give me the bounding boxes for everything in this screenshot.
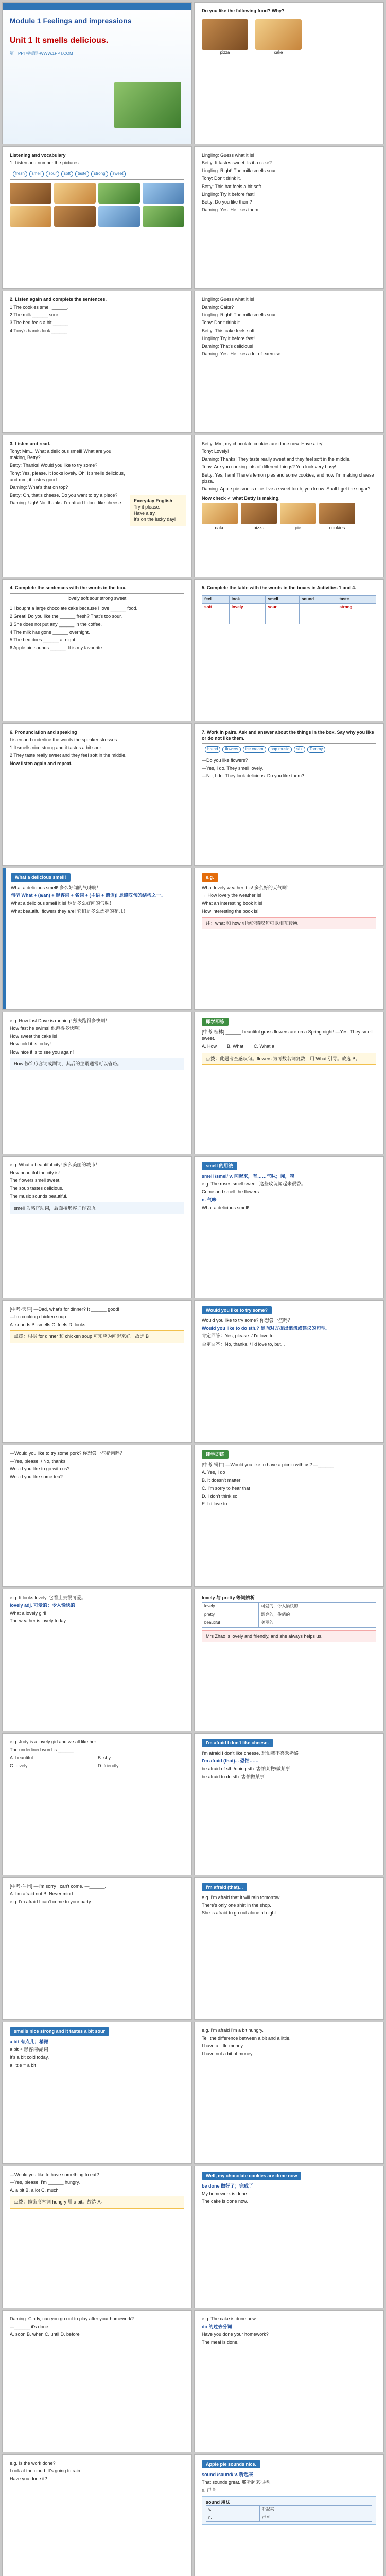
point-line: What a delicious smell! xyxy=(202,1205,250,1210)
slide-practice-5 xyxy=(2,1877,192,2020)
point-line: How fast he swims! 他游得多快啊！ xyxy=(10,1026,84,1031)
point-line: a little = a bit xyxy=(10,2062,36,2068)
point-line: I'm afraid (that)... 恐怕…… xyxy=(202,1758,259,1764)
slide-a-bit-2 xyxy=(194,2022,384,2164)
slide-accent-bar xyxy=(3,868,6,1009)
point-line: Have you done it? xyxy=(10,2476,47,2482)
option-line: A. I'm afraid not B. Never mind xyxy=(10,1891,73,1897)
slide-be-done xyxy=(194,2166,384,2308)
point-line: How beautiful the city is! xyxy=(10,1170,60,1176)
table-cell: v. xyxy=(206,2505,260,2514)
point-line: The flowers smell sweet. xyxy=(10,1178,61,1183)
word: soft xyxy=(61,171,73,177)
table-cell xyxy=(299,603,337,612)
point-line: What lovely weather it is! 多么好的天气啊！ xyxy=(202,885,292,891)
dialogue-line: Lingling: Try it before fast! xyxy=(202,335,255,341)
table-row xyxy=(202,1611,376,1619)
slide-dialogue-1 xyxy=(194,146,384,289)
word: smell xyxy=(29,171,44,177)
slide-listen-read xyxy=(2,435,192,577)
knowledge-tag: What a delicious smell! xyxy=(11,873,71,882)
table-header: sound xyxy=(299,596,337,604)
point-line: e.g. I'm afraid that it will rain tomorrow. xyxy=(202,1895,281,1901)
slide-listening xyxy=(2,146,192,289)
exercise-line: 4 Tony's hands look ______. xyxy=(10,328,68,333)
option-label: pizza xyxy=(253,525,265,531)
knowledge-tag: smells nice strong and it tastes a bit sour xyxy=(10,2027,109,2036)
point-line: I'm afraid I don't like cheese. 恐怕我不喜欢奶酪。 xyxy=(202,1751,303,1756)
pronunciation-heading: 6. Pronunciation and speaking xyxy=(10,730,77,735)
table-title: lovely 与 pretty 等词辨析 xyxy=(202,1595,255,1600)
point-line: e.g. Is the work done? xyxy=(10,2461,56,2466)
option: E. I'd love to xyxy=(202,1501,227,1506)
table-cell: 声音 xyxy=(259,2514,372,2522)
picture-c xyxy=(98,183,140,204)
answer-box: 点拨：修饰形容词 hungry 用 a bit。故选 A。 xyxy=(10,2196,184,2208)
point-line: n. 声音 xyxy=(202,2487,217,2493)
point-line: 句型 What + (a/an) + 形容词 + 名词 + (主语 + 谓语)! 是感叹句的结构之一。 xyxy=(11,893,166,899)
picture-a xyxy=(10,183,51,204)
table-row xyxy=(202,1603,376,1611)
practice-tag: 即学即练 xyxy=(202,1018,229,1026)
table-row xyxy=(206,2514,372,2522)
table-header: taste xyxy=(337,596,376,604)
exercise-heading: 4. Complete the sentences with the words in the box. xyxy=(10,585,127,590)
slide-lovely xyxy=(2,1589,192,1731)
table-cell: 美丽的 xyxy=(259,1619,376,1627)
point-line: —Yes, please. / No, thanks. xyxy=(10,1459,67,1464)
dialogue-line: Tony: Mm... What a delicious smell! What are you making, Betty? xyxy=(10,449,112,461)
point-line: She is afraid to go out alone at night. xyxy=(202,1910,277,1916)
sound-table xyxy=(206,2505,372,2522)
point-line: What a lovely girl! xyxy=(10,1611,47,1616)
dialogue-line: Daming: Apple pie smells nice. I've a sweet tooth, you know. Shall I get the sugar? xyxy=(202,486,371,492)
answer-box: 点拨：此题考查感叹句。flowers 为可数名词复数，用 What 引导。故选 B。 xyxy=(202,1053,376,1065)
table-cell xyxy=(266,612,300,624)
table-cell: n. xyxy=(206,2514,260,2522)
pronunciation-sub: Listen and underline the words the speaker stresses. xyxy=(10,737,118,743)
point-line: How sweet the cake is! xyxy=(10,1033,58,1039)
point-line: 否定回答：No, thanks. / I'd love to, but... xyxy=(202,1341,285,1347)
word-box xyxy=(202,743,376,755)
table-cell: strong xyxy=(337,603,376,612)
slide-practice-3 xyxy=(194,1445,384,1587)
question-text: [中考·铜仁] —Would you like to have a picnic with us? —______. xyxy=(202,1462,335,1468)
dialogue-line: Tony: Are you cooking lots of different things? You look very busy! xyxy=(202,464,336,470)
slide-betty-cooking xyxy=(194,435,384,577)
table-cell: 漂亮的，俊俏的 xyxy=(259,1611,376,1619)
dialogue-line: Tony: Don't drink it. xyxy=(202,176,241,181)
box-item: It's on the lucky day! xyxy=(134,517,176,522)
dialogue-line: Betty: It tastes sweet. Is it a cake? xyxy=(202,160,272,166)
table-header: look xyxy=(229,596,266,604)
senses-table xyxy=(202,595,376,624)
note-box: Mrs Zhao is lovely and friendly, and she always helps us. xyxy=(202,1630,376,1642)
point-line: e.g. I'm afraid I can't come to your party. xyxy=(10,1899,92,1905)
option: C. lovely xyxy=(10,1763,28,1769)
picture-f xyxy=(54,206,96,227)
slide-complete-sentences xyxy=(2,291,192,433)
dialogue-line: Betty: This cake feels soft. xyxy=(202,328,256,333)
table-cell: lovely xyxy=(229,603,266,612)
word: Tommy xyxy=(307,746,326,753)
dialogue-line: Tony: Don't drink it. xyxy=(202,320,241,326)
note-box: smell 为感官动词，后面接形容词作表语。 xyxy=(10,1202,184,1214)
table-cell xyxy=(299,612,337,624)
word: strong xyxy=(91,171,108,177)
picture-e xyxy=(10,206,51,227)
listen-read-heading: 3. Listen and read. xyxy=(10,441,51,446)
option-pizza-image xyxy=(241,503,277,524)
slide-smell xyxy=(194,1156,384,1298)
dialogue-line: Lingling: Right! The milk smells sour. xyxy=(202,312,277,318)
option: C. I'm sorry to hear that xyxy=(202,1485,250,1491)
point-line: The music sounds beautiful. xyxy=(10,1193,68,1199)
option-line: A. sounds B. smells C. feels D. looks xyxy=(10,1322,86,1328)
slide-practice-6 xyxy=(2,2166,192,2308)
slide-done-3 xyxy=(2,2454,192,2576)
option: D. I don't think so xyxy=(202,1493,238,1499)
box-item: Try it please. xyxy=(134,504,161,510)
word: sweet xyxy=(110,171,126,177)
dialogue-line: Daming: Ugh! No, thanks. I'm afraid I don't like cheese. xyxy=(10,500,123,506)
point-line: What a delicious smell it is! 这是多么好闻的气味！ xyxy=(11,901,114,906)
exercise-line: 5 The bed does ______ at night. xyxy=(10,637,77,642)
question-text: e.g. Judy is a lovely girl and we all like her. xyxy=(10,1739,97,1744)
option: A. beautiful xyxy=(10,1755,33,1761)
exercise-line: 2 The milk ______ sour. xyxy=(10,312,59,318)
exercise-heading: 2. Listen again and complete the sentences. xyxy=(10,297,107,302)
point-line: Tell the difference between a bit and a little. xyxy=(202,2036,291,2041)
slide-point-5 xyxy=(2,1445,192,1587)
point-line: a bit 有点儿；稍微 xyxy=(10,2039,49,2045)
point-line: The cake is done now. xyxy=(202,2199,248,2205)
point-line: Would you like to try some? 你想尝一些吗？ xyxy=(202,1318,292,1324)
point-line: Would you like to go with us? xyxy=(10,1466,70,1472)
word: silk xyxy=(294,746,305,753)
slide-complete-table xyxy=(194,579,384,721)
question-text: —Yes, please. I'm ______ hungry. xyxy=(10,2180,80,2185)
slide-practice-4 xyxy=(2,1733,192,1875)
question-text: —I'm cooking chicken soup. xyxy=(10,1314,67,1320)
option: B. It doesn't matter xyxy=(202,1478,241,1483)
sound-box xyxy=(202,2496,376,2526)
pizza-image xyxy=(202,19,248,50)
cover-slide xyxy=(2,2,192,144)
knowledge-tag: Would you like to try some? xyxy=(202,1306,272,1314)
table-cell: sour xyxy=(266,603,300,612)
dialogue-line: Betty: Oh, that's cheese. Do you want to try a piece? xyxy=(10,492,118,498)
note-box: How 修饰形容词或副词，其后的主谓通常可以省略。 xyxy=(10,1058,184,1070)
dialogue-line: Lingling: Try it before fast! xyxy=(202,191,255,197)
dialogue-line: Lingling: Guess what it is! xyxy=(202,297,255,302)
knowledge-tag: I'm afraid I don't like cheese. xyxy=(202,1739,273,1747)
pronunciation-line: 2 They taste really sweet and they feel soft in the middle. xyxy=(10,753,127,758)
slide-pronunciation xyxy=(2,723,192,866)
point-line: What an interesting book it is! xyxy=(202,901,263,906)
knowledge-tag: I'm afraid (that)... xyxy=(202,1883,247,1891)
point-line: I have not a bit of money. xyxy=(202,2051,254,2057)
knowledge-tag: Apple pie sounds nice. xyxy=(202,2460,260,2468)
pizza-label: pizza xyxy=(220,50,230,55)
option: B. What xyxy=(227,1044,244,1049)
slide-practice-1 xyxy=(194,1012,384,1154)
slide-point-2 xyxy=(194,868,384,1010)
dialogue-line: Daming: Cake? xyxy=(202,304,234,310)
answer-box: 点拨：根据 for dinner 和 chicken soup 可知应为闻起来好。故选 B。 xyxy=(10,1330,184,1343)
dialogue-line: Daming: Yes. He likes a lot of exercise. xyxy=(202,351,282,357)
point-line: e.g. The cake is done now. xyxy=(202,2316,257,2321)
word: bread xyxy=(205,746,220,753)
point-line: e.g. I'm afraid I'm a bit hungry. xyxy=(202,2028,264,2033)
slide-afraid xyxy=(194,1733,384,1875)
option: A. Yes, I do xyxy=(202,1470,225,1476)
exercise-line: 1 I bought a large chocolate cake because I love ______ food. xyxy=(10,606,138,612)
point-line: Would you like to do sth.? 是向对方提出邀请或建议的句型。 xyxy=(202,1326,330,1331)
listening-heading: Listening and vocabulary xyxy=(10,152,66,158)
slide-practice-2 xyxy=(2,1300,192,1443)
knowledge-tag: Well, my chocolate cookies are done now xyxy=(202,2172,301,2180)
slide-point-4 xyxy=(2,1156,192,1298)
example-line: —Do you like flowers? xyxy=(202,758,248,764)
dialogue-line: Daming: Thanks! They taste really sweet and they feel soft in the middle. xyxy=(202,456,351,462)
option-cake-image xyxy=(202,503,238,524)
slide-pair-work xyxy=(194,723,384,866)
dialogue-line: Betty: Thanks! Would you like to try some? xyxy=(10,463,98,468)
slide-practice-7 xyxy=(2,2310,192,2452)
module-title: Module 1 Feelings and impressions xyxy=(10,16,132,25)
word: ice cream xyxy=(243,746,266,753)
option-label: pie xyxy=(294,525,301,531)
exercise-line: 1 The cookies smell ______. xyxy=(10,304,69,310)
cake-label: cake xyxy=(274,50,283,55)
dialogue-line: Tony: Lovely! xyxy=(202,449,229,454)
cover-image xyxy=(114,82,181,128)
word: sour xyxy=(46,171,59,177)
exercise-line: 6 Apple pie sounds ______. It is my favourite. xyxy=(10,645,103,650)
slide-afraid-2 xyxy=(194,1877,384,2020)
note-box: 注：what 和 how 引导的感叹句可以相互转换。 xyxy=(202,917,376,929)
dialogue-line: Betty: Mm, my chocolate cookies are done now. Have a try! xyxy=(202,441,324,446)
question-text: —Would you like to have something to eat? xyxy=(10,2172,99,2177)
table-row xyxy=(202,603,376,612)
dialogue-line: Daming: Yes. He likes them. xyxy=(202,207,260,212)
picture-g xyxy=(98,206,140,227)
table-cell: lovely xyxy=(202,1603,259,1611)
point-line: How cold it is today! xyxy=(10,1041,51,1047)
point-line: How interesting the book is! xyxy=(202,908,259,914)
point-line: a bit + 形容词/副词 xyxy=(10,2047,48,2053)
table-cell: pretty xyxy=(202,1611,259,1619)
point-line: How nice it is to see you again! xyxy=(10,1049,74,1055)
table-cell: beautiful xyxy=(202,1619,259,1627)
unit-title: Unit 1 It smells delicious. xyxy=(10,36,109,45)
box-item: Have a try. xyxy=(134,511,156,516)
option-line: A. a bit B. a lot C. much xyxy=(10,2188,59,2193)
exercise-line: 2 Great! Do you like the ______ fresh? That's too sour. xyxy=(10,614,122,619)
example-line: —No, I do. They look delicious. Do you like them? xyxy=(202,773,304,779)
question-text: Do you like the following food? Why? xyxy=(202,8,285,13)
dialogue-line: Betty: Do you like them? xyxy=(202,199,252,205)
exercise-line: 3 The bed feels a bit ______. xyxy=(10,320,70,326)
table-row xyxy=(202,612,376,624)
option: A. How xyxy=(202,1044,217,1049)
practice-tag: 即学即练 xyxy=(202,1450,229,1459)
word: flowers xyxy=(222,746,240,753)
point-line: Come and smell the flowers. xyxy=(202,1189,260,1195)
point-line: Look at the cloud. It's going to rain. xyxy=(10,2468,82,2474)
knowledge-tag: smell 的用法 xyxy=(202,1162,237,1170)
dialogue-line: Tony: Yes, please. It looks lovely. Oh! It smells delicious, and mm, it tastes good. xyxy=(10,470,125,482)
dialogue-line: Lingling: Right! The milk smells sour. xyxy=(202,168,277,174)
point-line: What beautiful flowers they are! 它们是多么漂亮的花儿！ xyxy=(11,908,128,914)
point-line: I have a little money. xyxy=(202,2043,244,2049)
table-header: feel xyxy=(202,596,230,604)
word: taste xyxy=(75,171,89,177)
table-cell: 听起来 xyxy=(259,2505,372,2514)
slide-done-2 xyxy=(194,2310,384,2452)
box-title: Everyday English xyxy=(134,498,173,503)
point-line: 肯定回答：Yes, please. / I'd love to. xyxy=(202,1333,275,1339)
option-label: cake xyxy=(215,525,225,531)
word-box xyxy=(10,168,184,180)
point-line: e.g. What a beautiful city! 多么美丽的城市！ xyxy=(10,1162,100,1167)
example-line: —Yes, I do. They smell lovely. xyxy=(202,766,264,771)
picture-h xyxy=(143,206,184,227)
check-caption: Now check ✓ what Betty is making. xyxy=(202,495,280,501)
point-line: do 的过去分词 xyxy=(202,2324,232,2330)
point-line: That sounds great. 那听起来很棒。 xyxy=(202,2480,274,2485)
dialogue-line: Daming: What's that on top? xyxy=(10,484,68,490)
slide-sound xyxy=(194,2454,384,2576)
point-line: The soup tastes delicious. xyxy=(10,1185,64,1191)
question-text: —______ it's done. xyxy=(10,2324,50,2330)
point-line: It's a bit cold today. xyxy=(10,2055,49,2060)
exercise-line: 4 The milk has gone ______ overnight. xyxy=(10,629,90,635)
slide-word-box-exercise xyxy=(2,579,192,721)
point-line: lovely adj. 可爱的；令人愉快的 xyxy=(10,1603,76,1608)
table-row xyxy=(206,2505,372,2514)
question-text: The underlined word is ______. xyxy=(10,1747,75,1753)
point-line: n. 气味 xyxy=(202,1197,217,1202)
point-line: What a delicious smell! 多么好闻的气味啊！ xyxy=(11,885,101,891)
pair-heading: 7. Work in pairs. Ask and answer about the things in the box. Say why you like or do not like them. xyxy=(202,730,374,741)
example-tag: e.g. xyxy=(202,873,218,882)
slide-lovely-table xyxy=(194,1589,384,1731)
point-line: → How lovely the weather is! xyxy=(202,893,262,899)
table-cell xyxy=(229,612,266,624)
point-line: be done 做好了；完成了 xyxy=(202,2183,254,2189)
pronunciation-line: Now listen again and repeat. xyxy=(10,760,73,766)
point-line: Have you done your homework? xyxy=(202,2332,269,2337)
option: C. What a xyxy=(254,1044,275,1049)
slide-point-3 xyxy=(2,1012,192,1154)
word: pop music xyxy=(268,746,292,753)
exercise-heading: 5. Complete the table with the words in the boxes in Activities 1 and 4. xyxy=(202,585,356,590)
option-line: A. soon B. when C. until D. before xyxy=(10,2332,80,2337)
dialogue-line: Daming: That's delicious! xyxy=(202,343,254,349)
pronunciation-line: 1 It smells nice strong and it tastes a bit sour. xyxy=(10,745,102,751)
slide-would-you-like xyxy=(194,1300,384,1443)
site-label: 第一PPT模板网-WWW.1PPT.COM xyxy=(10,51,73,56)
point-line: e.g. How fast Dave is running! 戴夫跑得多快啊！ xyxy=(10,1018,110,1023)
point-line: e.g. It looks lovely. 它看上去很可爱。 xyxy=(10,1595,86,1600)
question-text: Daming: Cindy, can you go out to play after your homework? xyxy=(10,2316,134,2321)
point-line: e.g. The roses smell sweet. 这些玫瑰闻起来很香。 xyxy=(202,1181,306,1187)
point-line: —Would you like to try some pork? 你想尝一些猪肉吗？ xyxy=(10,1451,125,1456)
point-line: Would you like some tea? xyxy=(10,1474,63,1480)
question-text: [中考·兰州] —I'm sorry I can't come. —______. xyxy=(10,1884,106,1889)
word: fresh xyxy=(13,171,27,177)
table-cell xyxy=(337,612,376,624)
slide-a-bit xyxy=(2,2022,192,2164)
point-line: My homework is done. xyxy=(202,2191,249,2197)
word-box: lovely soft sour strong sweet xyxy=(10,593,184,603)
table-row xyxy=(202,1619,376,1627)
listening-sub: 1. Listen and number the pictures. xyxy=(10,160,80,166)
option: B. shy xyxy=(98,1755,111,1761)
point-line: be afraid of sth./doing sth. 害怕某物/做某事 xyxy=(202,1766,290,1772)
dialogue-line: Betty: This hat feels a bit soft. xyxy=(202,183,262,189)
table-header: smell xyxy=(266,596,300,604)
question-text: [中考·天津] —Dad, what's for dinner? It ______ good! xyxy=(10,1307,119,1312)
question-text: [中考·桂林] ______ beautiful grass flowers are on a Spring night! —Yes. They smell sweet. xyxy=(202,1029,373,1041)
everyday-english-box xyxy=(130,495,186,526)
cake-image xyxy=(255,19,302,50)
compare-table xyxy=(202,1602,376,1627)
table-cell: 可爱的，令人愉快的 xyxy=(259,1603,376,1611)
point-line: The weather is lovely today. xyxy=(10,1618,67,1624)
option-cookies-image xyxy=(319,503,355,524)
table-cell xyxy=(202,612,230,624)
point-line: sound /saund/ v. 听起来 xyxy=(202,2472,253,2478)
point-line: be afraid to do sth. 害怕做某事 xyxy=(202,1774,265,1780)
picture-b xyxy=(54,183,96,204)
point-line: The meal is done. xyxy=(202,2340,239,2345)
dialogue-line: Betty: Yes, I am! There's lemon pies and some cookies, and now I'm making cheese pizza. xyxy=(202,472,374,484)
slide-point-1 xyxy=(2,868,192,1010)
slide-food-question xyxy=(194,2,384,144)
table-cell: soft xyxy=(202,603,230,612)
picture-d xyxy=(143,183,184,204)
dialogue-line: Lingling: Guess what it is! xyxy=(202,152,255,158)
option: D. friendly xyxy=(98,1763,119,1769)
point-line: smell /smel/ v. 闻起来，有……气味；闻，嗅 xyxy=(202,1174,294,1179)
slide-dialogue-2 xyxy=(194,291,384,433)
exercise-line: 3 She does not put any ______ in the coffee. xyxy=(10,621,102,627)
option-label: cookies xyxy=(329,525,345,531)
point-line: There's only one shirt in the shop. xyxy=(202,1903,271,1908)
option-pie-image xyxy=(280,503,316,524)
box-title: sound 用法 xyxy=(206,2499,231,2505)
